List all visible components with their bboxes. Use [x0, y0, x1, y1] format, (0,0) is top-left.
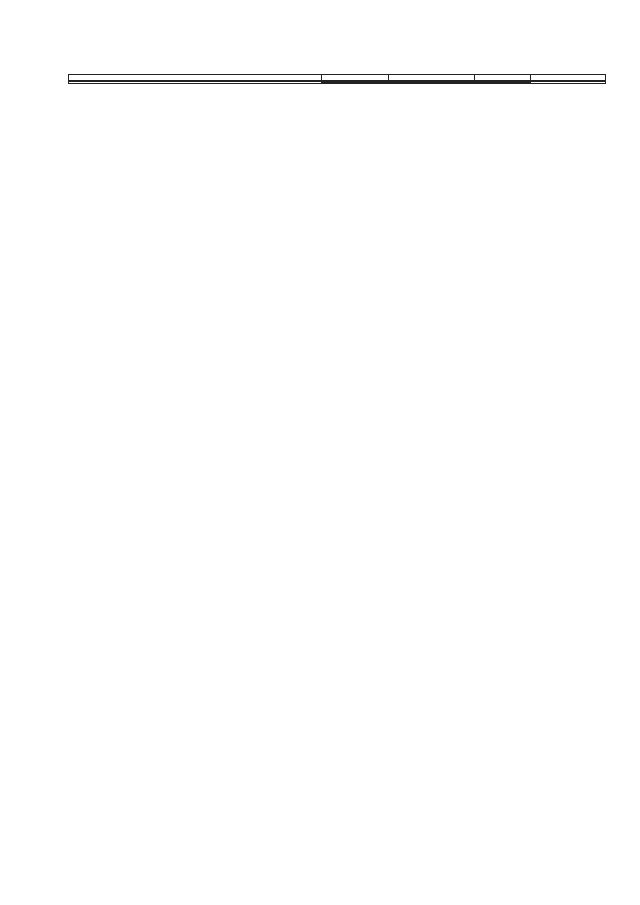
table-body [69, 75, 606, 84]
program-table [68, 74, 606, 84]
volume-label [69, 82, 322, 84]
col-section-header [322, 83, 389, 84]
sum-header [531, 82, 606, 84]
col-type-header [475, 83, 531, 84]
col-article-header [389, 83, 475, 84]
